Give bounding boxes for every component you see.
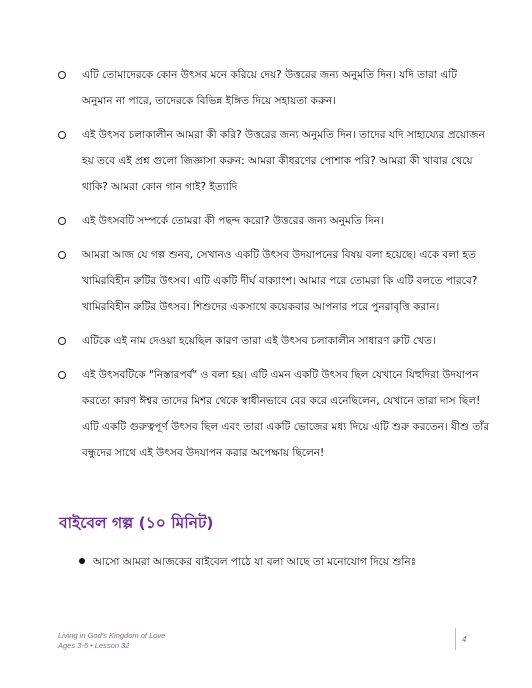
circle-bullet-icon	[58, 251, 66, 259]
list-item-text-line: এই উৎসব চলাকালীন আমরা কী করি? উত্তরের জন্য অনুমতি দিন। তাদের যদি সাহায্যের প্রয়োজন	[82, 129, 485, 141]
list-item-text-line: থাকি? আমরা কোন গান গাই? ইত্যাদি	[82, 181, 238, 193]
list-item	[58, 362, 498, 466]
list-item-text-line: হয় তবে এই প্রশ্ন গুলো জিজ্ঞাসা করুন: আমরা কীধরণের পোশাক পরি? আমরা কী খাবার খেয়ে	[82, 155, 473, 167]
section-heading: বাইবেল গল্প (১০ মিনিট)	[59, 514, 214, 532]
list-item-text-line: খামিরবিহীন রুটির উৎসব। শিশুদের একসাথে কয়েকবার আপনার পরে পুনরাবৃত্তি করান।	[82, 301, 440, 313]
circle-bullet-icon	[58, 71, 66, 79]
footer-title	[58, 631, 165, 651]
circle-bullet-icon	[58, 217, 66, 225]
list-item-text-line: করতো কারণ ঈশ্বর তাদের মিশর থেকে স্বাধীনভাবে বের করে এনেছিলেন, যেখানে তারা দাস ছিল!	[82, 395, 481, 407]
page-number: 4	[462, 635, 467, 644]
list-item	[58, 328, 498, 354]
list-item	[79, 550, 499, 573]
discussion-list	[58, 62, 498, 474]
list-item-text-line: এটি একটি গুরুত্বপূর্ণ উৎসব ছিল এবং তারা একটি ভোজের মধ্য দিয়ে এটি শুরু করতেন। যীশু তাঁর	[82, 421, 490, 433]
list-item	[58, 62, 498, 114]
bullet-text: আসো আমরা আজকের বাইবেল পাঠে যা বলা আছে তা মনোযোগ দিয়ে শুনিঃ	[93, 556, 417, 568]
bullet-icon	[79, 558, 85, 564]
circle-bullet-icon	[58, 371, 66, 379]
list-item-text-line: এটি তোমাদেরকে কোন উৎসব মনে করিয়ে দেয়? উত্তরের জন্য অনুমতি দিন। যদি তারা এটি	[82, 69, 457, 81]
list-item-text-line: এটিকে এই নাম দেওয়া হয়েছিল কারণ তারা এই উৎসব চলাকালীন সাধারণ রুটি খেত।	[82, 335, 436, 347]
list-item-text-line: এই উৎসবটিকে "নিস্তারপর্ব" ও বলা হয়। এটি এমন একটি উৎসব ছিল যেখানে যিহুদিরা উদযাপন	[82, 369, 479, 381]
bible-story-list	[79, 550, 499, 573]
footer-lesson-info: Ages 3-5 • Lesson 32	[58, 641, 130, 650]
list-item-text-line: বন্ধুদের সাথে এই উৎসব উদযাপন করার অপেক্ষায় ছিলেন!	[82, 447, 325, 459]
list-item	[58, 208, 498, 234]
list-item-text-line: অনুমান না পারে, তাদেরকে বিভিন্ন ইঙ্গিত দিয়ে সহায়তা করুন।	[82, 95, 336, 107]
list-item-text-line: আমরা আজ যে গল্প শুনব, সেখানও একটি উৎসব উদযাপনের বিষয় বলা হয়েছে। একে বলা হত	[82, 249, 476, 261]
list-item	[58, 122, 498, 200]
list-item	[58, 242, 498, 320]
circle-bullet-icon	[58, 131, 66, 139]
footer-divider	[455, 628, 456, 650]
circle-bullet-icon	[58, 337, 66, 345]
list-item-text-line: এই উৎসবটি সম্পর্কে তোমরা কী পছন্দ করো? উত্তরের জন্য অনুমতি দিন।	[82, 215, 384, 227]
list-item-text-line: খামিরবিহীন রুটির উৎসব। এটি একটি দীর্ঘ বাক্যাংশ। আমার পরে তোমরা কি এটি বলতে পারবে?	[82, 275, 478, 287]
footer-series-title: Living in God's Kingdom of Love	[58, 631, 166, 640]
